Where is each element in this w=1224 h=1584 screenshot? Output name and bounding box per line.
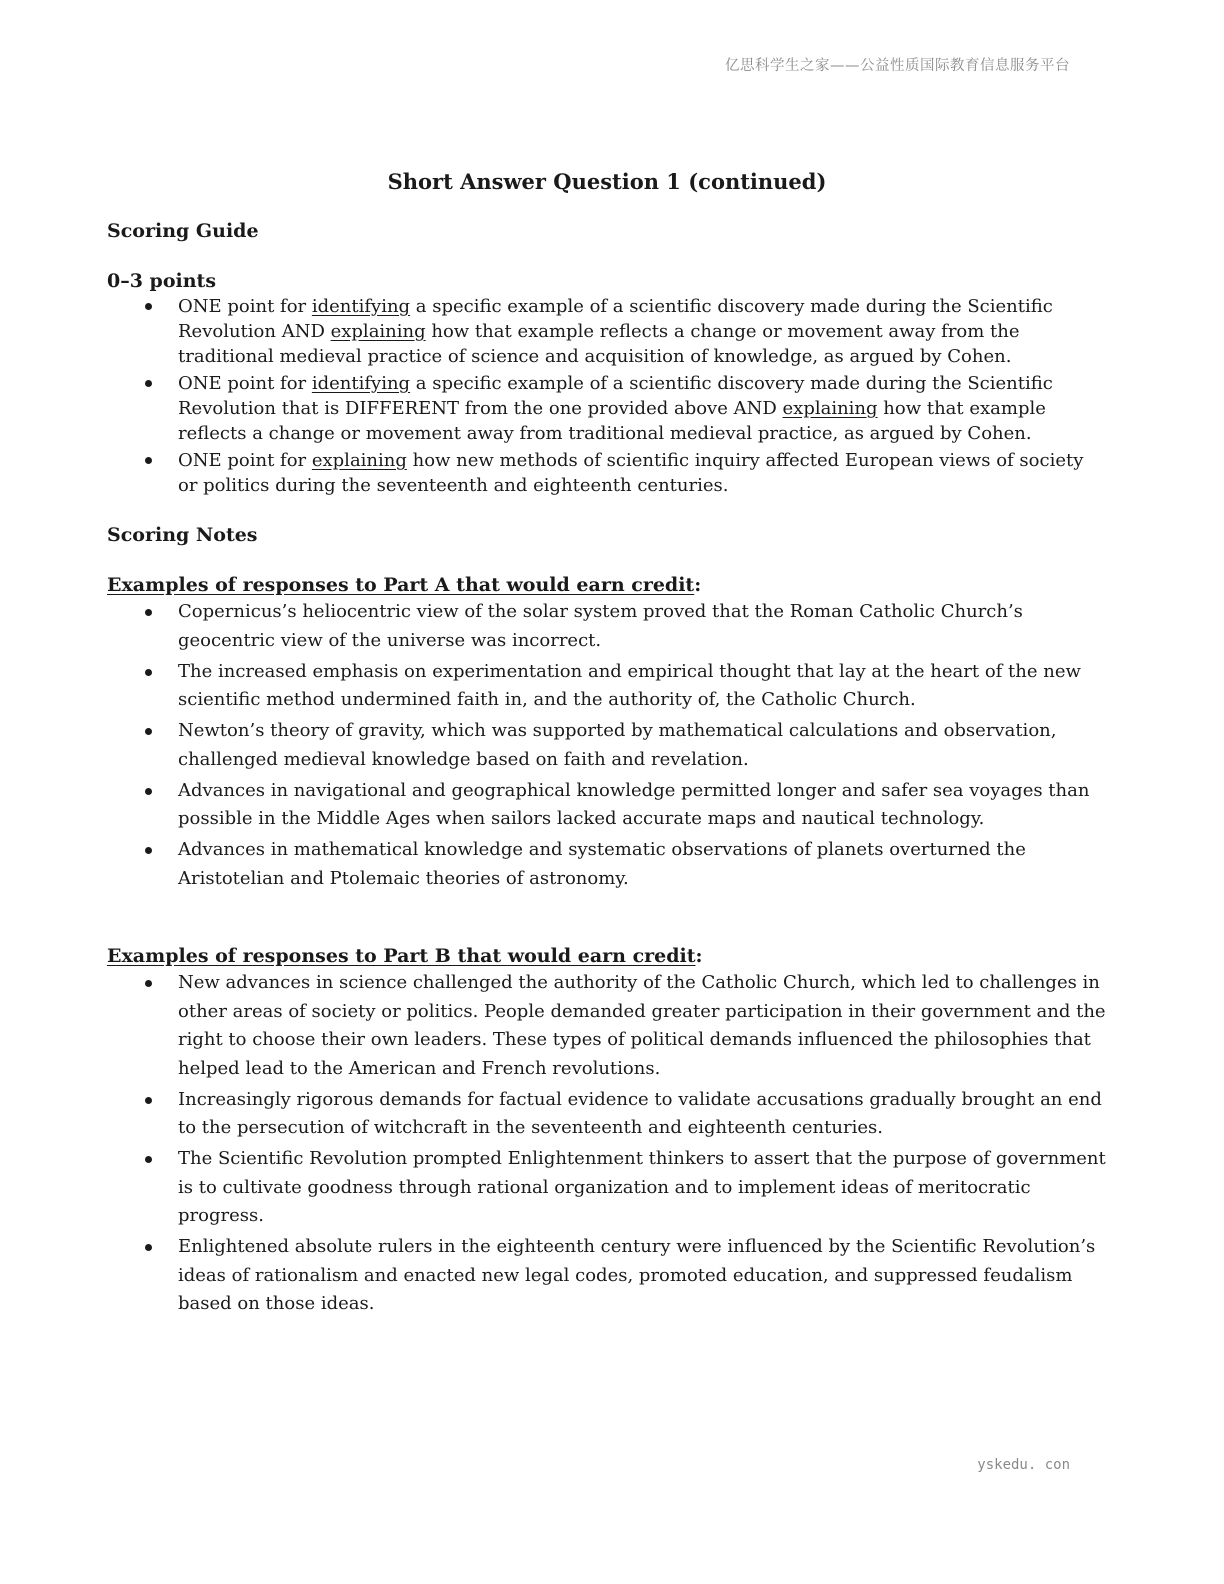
list-item: ONE point for identifying a specific example of a scientific discovery made during the Scientific Revolution that is DIFFERENT from the one provided above AND explaining how that example reflects a change or movement away from traditional medieval practice, as argued by Cohen. [107, 371, 1107, 446]
list-item: Increasingly rigorous demands for factual evidence to validate accusations gradually brought an end to the persecution of witchcraft in the seventeenth and eighteenth centuries. [107, 1086, 1107, 1143]
list-item: Newton’s theory of gravity, which was supported by mathematical calculations and observation, challenged medieval knowledge based on faith and revelation. [107, 717, 1107, 774]
header-watermark: 亿思科学生之家——公益性质国际教育信息服务平台 [725, 58, 1070, 74]
part-a-list [107, 598, 1107, 893]
list-item: ONE point for explaining how new methods of scientific inquiry affected European views of society or politics during the seventeenth and eighteenth centuries. [107, 448, 1107, 498]
page-title: Short Answer Question 1 (continued) [387, 169, 827, 194]
part-b-heading: Examples of responses to Part B that would earn credit: [107, 945, 703, 967]
scoring-guide-list [107, 294, 1107, 498]
list-item: ONE point for identifying a specific example of a scientific discovery made during the Scientific Revolution AND explaining how that example reflects a change or movement away from the traditional medieval practice of science and acquisition of knowledge, as argued by Cohen. [107, 294, 1107, 369]
scoring-notes-heading: Scoring Notes [107, 524, 258, 546]
part-a-heading: Examples of responses to Part A that would earn credit: [107, 574, 702, 596]
list-item: The increased emphasis on experimentation and empirical thought that lay at the heart of the new scientific method undermined faith in, and the authority of, the Catholic Church. [107, 658, 1107, 715]
list-item: New advances in science challenged the authority of the Catholic Church, which led to challenges in other areas of society or politics. People demanded greater participation in their government and the right to choose their own leaders. These types of political demands influenced the philosophies that helped lead to the American and French revolutions. [107, 969, 1107, 1083]
document-body [107, 168, 1107, 1321]
list-item: Enlightened absolute rulers in the eighteenth century were influenced by the Scientific Revolution’s ideas of rationalism and enacted new legal codes, promoted education, and suppressed feudalism based on those ideas. [107, 1233, 1107, 1319]
scoring-guide-heading: Scoring Guide [107, 220, 259, 242]
list-item: The Scientific Revolution prompted Enlightenment thinkers to assert that the purpose of government is to cultivate goodness through rational organization and to implement ideas of meritocratic progress. [107, 1145, 1107, 1231]
list-item: Advances in navigational and geographical knowledge permitted longer and safer sea voyages than possible in the Middle Ages when sailors lacked accurate maps and nautical technology. [107, 777, 1107, 834]
list-item: Advances in mathematical knowledge and systematic observations of planets overturned the Aristotelian and Ptolemaic theories of astronomy. [107, 836, 1107, 893]
part-b-list [107, 969, 1107, 1319]
points-heading: 0–3 points [107, 270, 217, 292]
list-item: Copernicus’s heliocentric view of the solar system proved that the Roman Catholic Church’s geocentric view of the universe was incorrect. [107, 598, 1107, 655]
footer-watermark: yskedu. con [977, 1457, 1070, 1473]
